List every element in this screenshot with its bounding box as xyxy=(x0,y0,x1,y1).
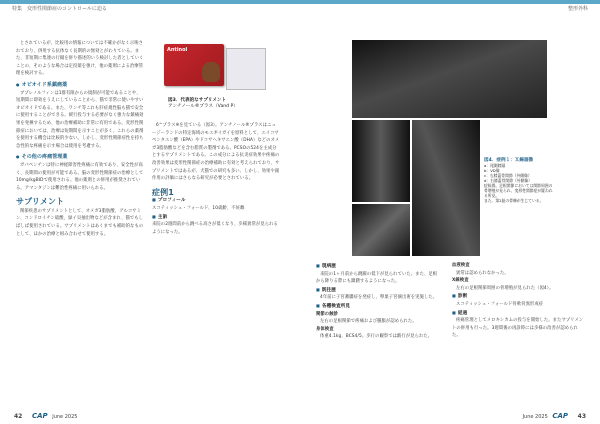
past-history-body: 4年前に子宮蓄膿症を発症し、卵巣子宮摘出術を実施した。 xyxy=(320,295,438,301)
physical-body: 体重4.1kg、BCS4/5。歩行の観察では跛行が見られた。 xyxy=(320,334,433,340)
opioid-body: ブプレノルフィンは1群有限からの規制が可能であることや、短期間に即効をうえにしていることから、猫で非常に使いやすいオピオイドである。また、ワンチ等これも肝症規性脳も猫で安全に使用することができる。緩行投与する必要がなく強力な鎮痛効果を発揮するため、他の治療補助に非常に有用である。変形性関節症においては、治療は短期間を示すことが多く、これらの薬剤を使用する機会は比較的少ない。しかし、変形性関節症性を持ち急性的な疼痛を示す場合は使用を考慮する。 xyxy=(16,90,144,149)
left-top-paragraph: とされているが、比較用の情報については不確かがなく示唆されており、併用する抗体なく長期的の無効とがわりている。また、非短期に集連の行撮を併り描述的いう検討した者としていくことの、そのような場合は定投薬を強け、他の薬剤による治療管理を検討する。 xyxy=(16,41,144,77)
profile-value: スコティッシュ・フォールド、10歳齢、不妊雌 xyxy=(152,205,245,211)
figure4-line: 症候群。足根関節においては関節周囲の骨増殖が見られ、変形性関節症が疑われる所見。 xyxy=(484,183,553,198)
palpation-body: 左右の足根関節で疼痛および腫脹が認められた。 xyxy=(320,319,417,325)
cap-logo-left: CAP xyxy=(31,412,48,420)
chief-value: 来院の2週間前から跳べる高さが低くなり、歩様異常が見られるようになった。 xyxy=(152,222,278,235)
xray-subheading: X線検査 xyxy=(452,278,469,284)
course-heading: ■ 経過 xyxy=(452,309,584,318)
diagnosis-heading: ■ 診断 xyxy=(452,292,584,301)
figure3-subtitle: アンチノール®プラス（Vand P） xyxy=(168,104,238,109)
course-body: 疼痛管理としてメロキシカムの投与を開始した。またサプリメントの併用も行った。3週間後の再診時には歩様の改善が認められた。 xyxy=(452,318,584,339)
header-right: 整形外科 xyxy=(567,6,588,12)
figure4-line: d：右膝蓋骨関節（外側像） xyxy=(484,178,532,183)
figure4-line: a：尾側膝頭 xyxy=(484,163,506,168)
cat-graphic xyxy=(202,62,220,82)
other-body: ガバペンチンは特に神経障害性疼痛に有効であり、安全性が高く、長期間の使用が可能である。脳の変形性関節症の治療として10mg/kgBIDで使用される。他の薬剤との併用が推奨されている。アマンタジンは難治性疼痛に用いられる。 xyxy=(16,162,144,191)
middle-column xyxy=(152,122,280,384)
date-left: June 2025 xyxy=(52,414,78,420)
other-heading: ● その他の疼痛管理薬 xyxy=(16,153,144,162)
history-heading: ■ 現病歴 xyxy=(316,262,438,271)
supplement-heading: サプリメント xyxy=(16,197,65,207)
xray-a xyxy=(352,40,547,118)
right-top-bar xyxy=(300,0,600,4)
exam-heading: ■ 各種検査所見 xyxy=(316,302,438,311)
page-number-left: 42 xyxy=(14,413,23,420)
opioid-heading: ● オピオイド系鎮痛薬 xyxy=(16,81,144,90)
footer-right xyxy=(523,412,586,420)
figure3-title: 図3．代表的なサプリメント xyxy=(168,98,227,103)
figure4-line: また、第2趾の骨棘が生じている。 xyxy=(484,198,544,203)
figure3-caption xyxy=(168,98,288,110)
diagnosis-body: スコティッシュ・フォールド骨軟骨異形成症 xyxy=(456,301,544,307)
palpation-subheading: 関節の触診 xyxy=(316,311,338,317)
profile-heading: ■ プロフィール xyxy=(152,196,280,205)
page-number-right: 43 xyxy=(577,413,586,420)
date-right: June 2025 xyxy=(522,414,548,420)
xray-c xyxy=(352,204,410,256)
physical-subheading: 身体検査 xyxy=(316,326,334,332)
case-block xyxy=(152,189,280,237)
product-packet xyxy=(226,48,266,90)
chief-heading: ■ 主訴 xyxy=(152,213,280,222)
left-top-bar xyxy=(0,0,300,4)
figure4-line: c：右膝蓋骨関節（外側像） xyxy=(484,173,532,178)
right-column-1 xyxy=(316,262,438,386)
header-left: 特集 変形性関節症のコントロールに迫る xyxy=(12,6,107,12)
history-body: 来院の1ヶ月前から跳躍の低下が見られていた。また、足根から降りる際にも躊躇するようになった。 xyxy=(316,271,438,285)
xray-body: 左右の足根関節周囲の骨増殖が見られた（図4）。 xyxy=(456,285,554,291)
right-column-2 xyxy=(452,262,584,386)
product-box xyxy=(164,44,224,86)
past-history-heading: ■ 既往歴 xyxy=(316,286,438,295)
figure4-line: b：VD像 xyxy=(484,168,500,173)
supplement-body: 関節疾患のサプリメントとして、オメガ3脂肪酸、グルコサミン、コンドロイチン硫酸、緑イ貝抽出物などが含まれ、猫でもしばしば使用されている。サプリメントはあくまでも補助的なものとして、ほかの治療と組み合わせて使用する。 xyxy=(16,208,144,237)
blood-body: 異常は認められなかった。 xyxy=(456,270,509,276)
footer-left xyxy=(14,412,77,420)
figure4-caption xyxy=(484,158,554,203)
figure3-product-image xyxy=(160,38,270,96)
case-title: 症例1 xyxy=(152,187,174,197)
cap-logo-right: CAP xyxy=(552,412,569,420)
left-column xyxy=(16,40,144,370)
product-label: Antinol xyxy=(167,47,188,53)
middle-body: 6^プラス※を見ている（図3）。アンチノール®プラスはニュージーランドの特定海域のモエギイガイを原料として、エイコサペンタエン酸（EPA）やドコサヘキサエン酸（DHA）などのオメガ3脂肪酸などを含む脂質の製剤である。PCSOの524を主成分とするサプリメントである。この成分による抗炎症効果や疼痛の改善効果は変形性関節症の治療補助に有効と考えられており、サプリメントではあるが、犬猫での研究も多い。しかし、効果や副作用の評価にはさらなる研究が必要とされている。 xyxy=(152,123,280,182)
xray-b xyxy=(352,120,410,202)
figure4-title: 図4．症例１：Ｘ線画像 xyxy=(484,158,534,163)
blood-subheading: 血液検査 xyxy=(452,263,470,268)
xray-d xyxy=(412,120,480,256)
